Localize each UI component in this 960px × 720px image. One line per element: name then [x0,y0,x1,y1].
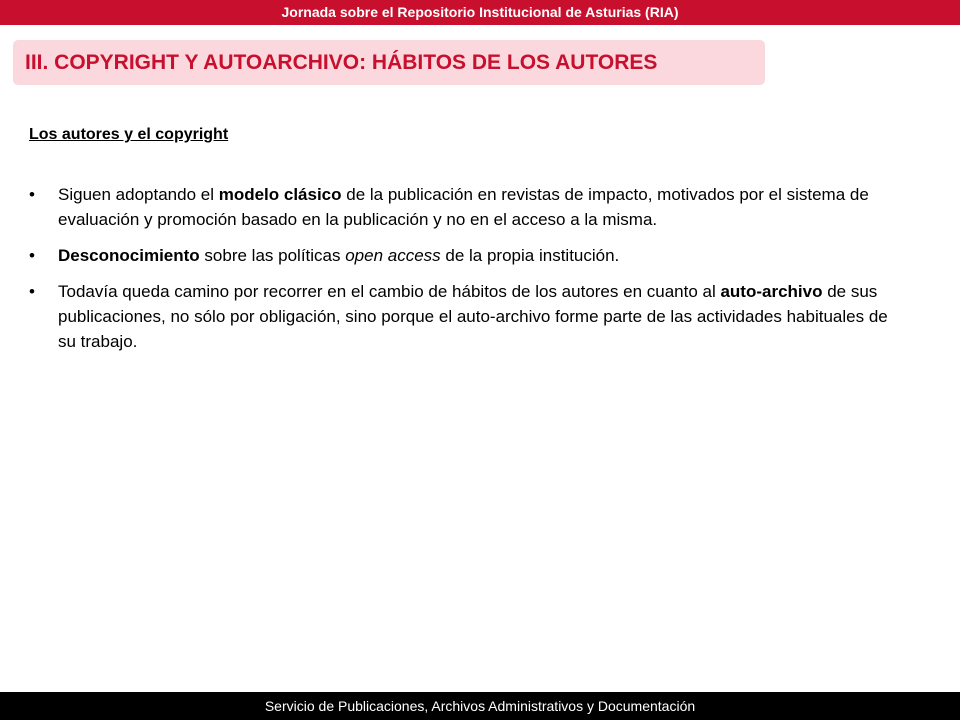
bullet-dot-icon: • [29,246,35,265]
bullet-text: de la propia institución. [440,246,620,265]
bullet-text: Todavía queda camino por recorrer en el cambio de hábitos de los autores en cuanto al [58,282,721,301]
bullet-dot-icon: • [29,282,35,301]
slide-title: III. COPYRIGHT Y AUTOARCHIVO: HÁBITOS DE LOS AUTORES [25,51,658,74]
bullet-list [29,182,909,365]
bullet-item [29,279,909,354]
section-subtitle: Los autores y el copyright [29,126,229,143]
header-banner: Jornada sobre el Repositorio Institucional de Asturias (RIA) [0,0,960,25]
bullet-item [29,182,909,232]
footer-banner: Servicio de Publicaciones, Archivos Administrativos y Documentación [0,692,960,720]
bullet-italic: open access [345,246,441,265]
bullet-text: Siguen adoptando el [58,185,219,204]
bullet-text: de sus publicaciones, no sólo por obligación, sino porque el auto-archivo forme parte de las actividades habituales de su trabajo. [58,282,888,351]
title-box [13,40,765,85]
bullet-emphasis: auto-archivo [720,282,823,301]
bullet-text: sobre las políticas [199,246,346,265]
bullet-emphasis: Desconocimiento [58,246,200,265]
bullet-item [29,243,909,268]
bullet-text: de la publicación en revistas de impacto, motivados por el sistema de evaluación y promoción basado en la publicación y no en el acceso a la misma. [58,185,869,229]
bullet-emphasis: modelo clásico [218,185,342,204]
bullet-dot-icon: • [29,185,35,204]
